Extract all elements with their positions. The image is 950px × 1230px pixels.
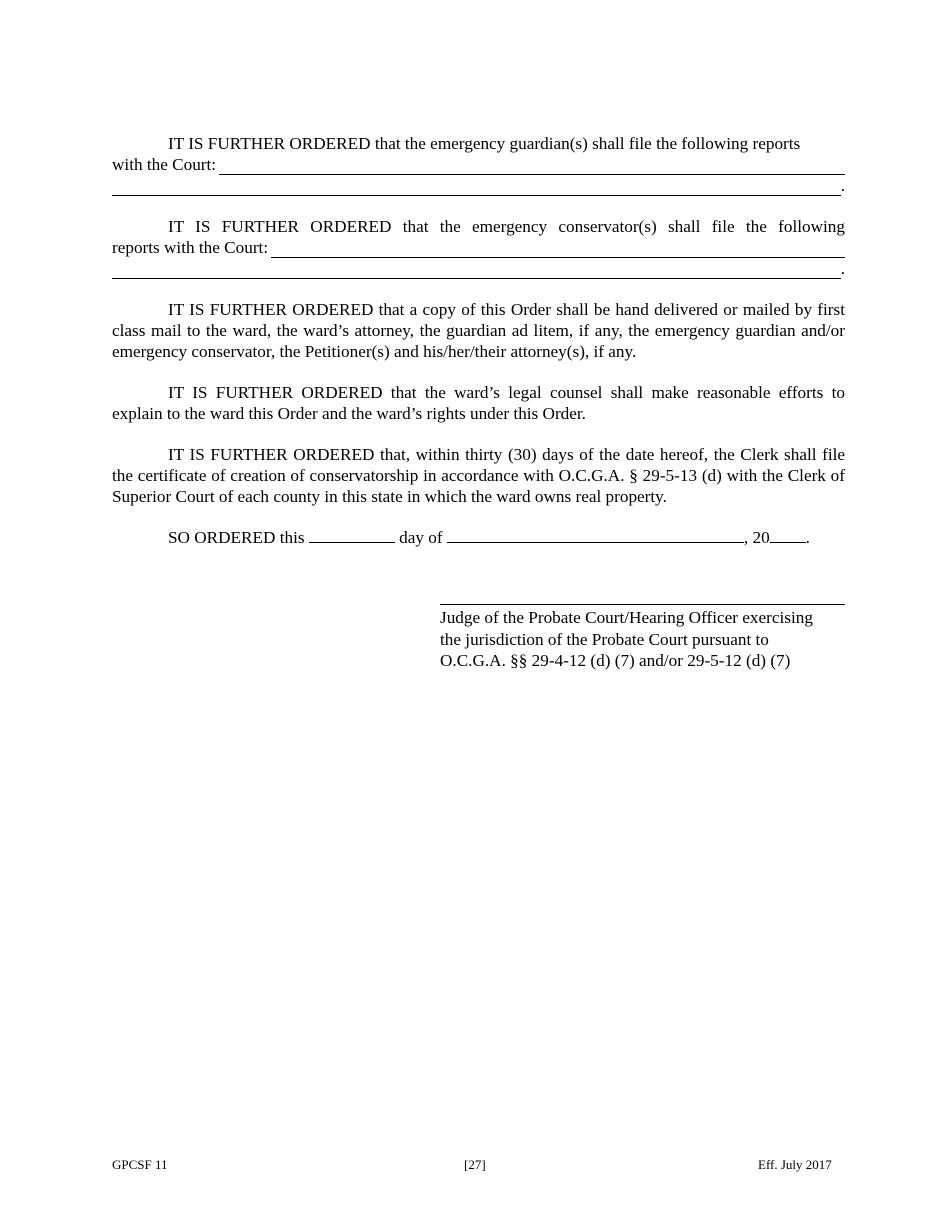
signature-title-line-3: O.C.G.A. §§ 29-4-12 (d) (7) and/or 29-5-12 (d) (7): [440, 651, 791, 670]
day-blank[interactable]: [309, 527, 395, 543]
conservator-reports-blank-1[interactable]: [271, 242, 845, 258]
guardian-reports-label: with the Court:: [112, 155, 217, 174]
signature-block: [440, 604, 845, 672]
clerk-certificate-paragraph: [112, 444, 845, 507]
conservator-reports-blank-2[interactable]: [112, 263, 841, 279]
year-blank[interactable]: [770, 527, 806, 543]
so-ordered-label: SO ORDERED this: [168, 528, 305, 547]
period: .: [840, 259, 845, 278]
conservator-reports-paragraph: [112, 216, 845, 279]
clerk-certificate-text: IT IS FURTHER ORDERED that, within thirty (30) days of the date hereof, the Clerk shall file the certificate of creation of conservatorship in accordance with O.C.G.A. § 29-5-13 (d) with the Clerk of Superior Court of each county in this state in which the ward owns real property.: [112, 445, 845, 506]
signature-title-line-2: the jurisdiction of the Probate Court pursuant to: [440, 629, 769, 649]
so-ordered-line: [168, 527, 845, 548]
period: .: [840, 176, 845, 195]
day-of-label: day of: [399, 528, 443, 547]
guardian-reports-text: IT IS FURTHER ORDERED that the emergency guardian(s) shall file the following reports: [168, 134, 801, 153]
period: .: [805, 528, 810, 547]
conservator-reports-text: IT IS FURTHER ORDERED that the emergency conservator(s) shall file the following: [168, 217, 845, 236]
guardian-reports-blank-1[interactable]: [219, 159, 845, 175]
legal-counsel-text: IT IS FURTHER ORDERED that the ward’s legal counsel shall make reasonable efforts to explain to the ward this Order and the ward’s rights under this Order.: [112, 383, 845, 423]
footer-page-number: [27]: [464, 1157, 486, 1172]
conservator-reports-label: reports with the Court:: [112, 238, 269, 257]
year-prefix: , 20: [743, 528, 770, 547]
copy-delivery-paragraph: [112, 299, 845, 362]
legal-counsel-paragraph: [112, 382, 845, 424]
order-body: [112, 133, 845, 548]
footer-effective-date: Eff. July 2017: [758, 1157, 832, 1172]
signature-line[interactable]: [440, 604, 845, 605]
guardian-reports-blank-2[interactable]: [112, 180, 841, 196]
footer-form-id: GPCSF 11: [112, 1157, 168, 1172]
copy-delivery-text: IT IS FURTHER ORDERED that a copy of this Order shall be hand delivered or mailed by first class mail to the ward, the ward’s attorney, the guardian ad litem, if any, the emergency guardian and/or emergency conservator, the Petitioner(s) and his/her/their attorney(s), if any.: [112, 300, 845, 361]
guardian-reports-paragraph: [112, 133, 845, 196]
month-blank[interactable]: [447, 527, 744, 543]
signature-title-line-1: Judge of the Probate Court/Hearing Officer exercising: [440, 608, 813, 627]
